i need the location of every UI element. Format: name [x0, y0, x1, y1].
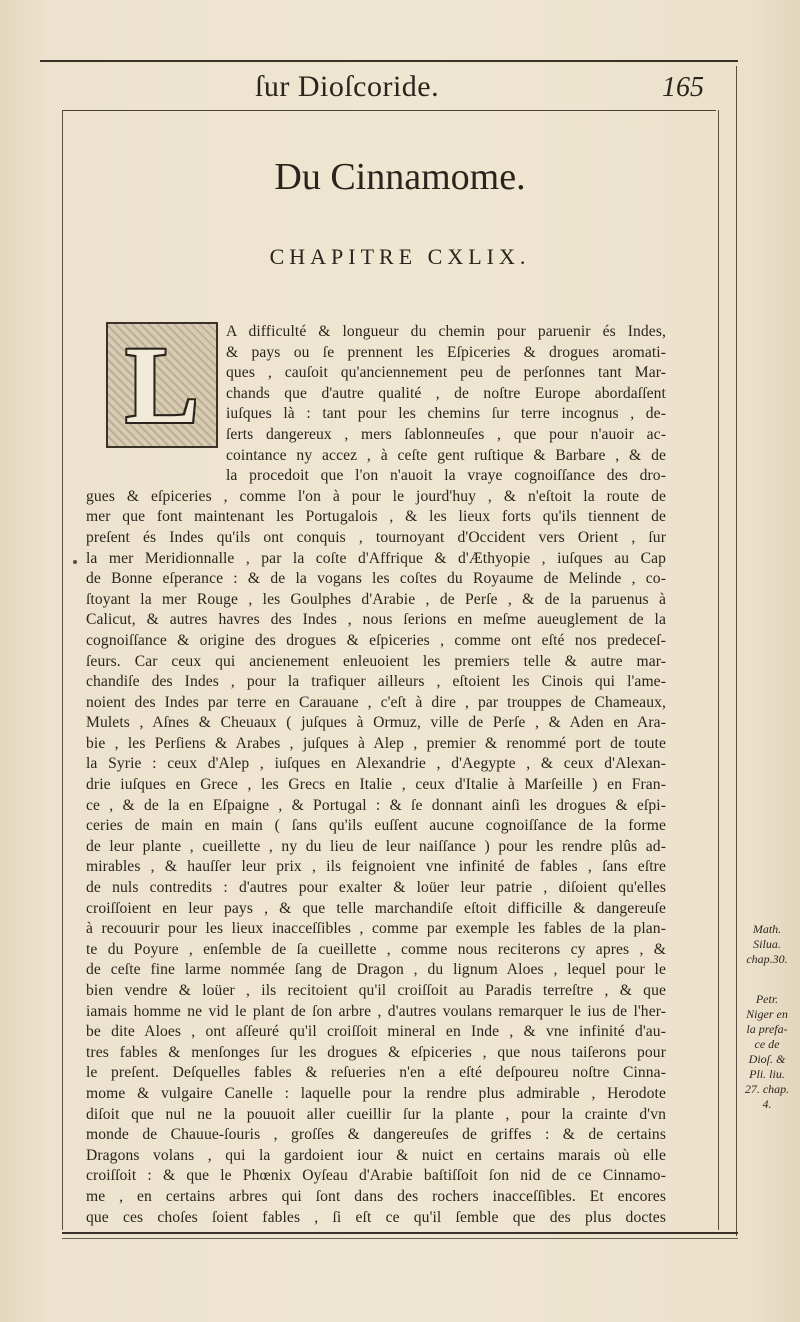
text-line: gues & eſpiceries , comme l'on à pour le jourd'huy , & n'eſtoit la route de	[86, 487, 666, 505]
margin-note-line: Silua.	[753, 937, 781, 951]
text-line: ſerts dangereux , mers ſablonneuſes , que pour n'auoir ac-	[226, 425, 666, 443]
text-line: chands que d'autre qualité , de noſtre Europe abordaſſent	[226, 384, 666, 402]
margin-note-line: Niger en	[746, 1007, 788, 1021]
text-line: preſent és Indes qu'ils ont conquis , tournoyant d'Occident vers Orient , ſur	[86, 528, 666, 546]
margin-note-line: la prefa-	[746, 1022, 788, 1036]
text-line: iamais homme ne vid le plant de ſon arbre , d'autres voulans remarquer le ius de l'her-	[86, 1002, 666, 1020]
margin-note-line: Pli. liu.	[749, 1067, 785, 1081]
margin-note-line: Math.	[752, 922, 782, 936]
text-line: A difficulté & longueur du chemin pour paruenir és Indes,	[226, 323, 666, 340]
text-line: mer que font maintenant les Portugalois , & les lieux forts qu'ils tiennent de	[86, 508, 666, 526]
margin-mark	[73, 560, 77, 564]
text-line: bie , les Perſiens & Arabes , juſques à Alep , premier & renommé port de toute	[86, 734, 666, 752]
text-line: ques , cauſoit qu'anciennement peu de perſonnes tant Mar-	[226, 364, 666, 382]
text-line: le preſent. Deſquelles fables & reſueries n'en a eſté deſpoureu noſtre Cinna-	[86, 1064, 666, 1082]
text-line: de nuls contredits : d'autres pour exalter & loüer leur patrie , diſoient qu'elles	[86, 879, 666, 897]
margin-note-line: 27. chap.	[744, 1082, 790, 1096]
text-line: la procedoit que l'on n'auoit la vraye cognoiſſance des dro-	[226, 467, 666, 485]
top-rule	[40, 60, 738, 62]
text-line: noient des Indes par terre en Carauane , c'eſt à dire , par trouppes de Chameaux,	[86, 693, 666, 711]
text-line: tres fables & menſonges ſur les drogues & eſpiceries , que nous taiſerons pour	[86, 1043, 666, 1061]
frame-left-rule	[62, 110, 63, 1230]
text-line: bien vendre & loüer , ils recitoient qu'il croiſſoit au Paradis terreſtre , & que	[86, 982, 666, 999]
text-line: chandiſe des Indes , pour la trafiquer ailleurs , eſtoient les Cinois qui l'ame-	[86, 673, 666, 691]
text-line: la Syrie : ceux d'Alep , iuſques en Alexandrie , d'Aegypte , & ceux d'Alexan-	[86, 755, 666, 773]
text-line: te du Poyure , enſemble de ſa cueillette , comme nous reciterons cy apres , &	[86, 940, 666, 958]
decorated-initial-letter: L	[125, 324, 199, 446]
text-line: ce , & de la en Eſpaigne , & Portugal : & ſe donnant ainſi les drogues & eſpi-	[86, 796, 666, 814]
margin-note-line: ce de	[754, 1037, 780, 1051]
head-underline	[62, 110, 716, 111]
text-line: croiſſoit : & que le Phœnix Oyſeau d'Arabie baſtiſſoit ſon nid de ce Cinnamo-	[86, 1167, 666, 1185]
text-line: cointance ny accez , à ceſte gent ruſtique & Barbare , & de	[226, 446, 666, 464]
section-title: Du Cinnamome.	[274, 156, 526, 198]
margin-note-line: chap.30.	[746, 952, 788, 966]
margin-note-math	[738, 922, 796, 967]
text-line: diſoit que nul ne la pouuoit aller cueillir ſur la plante , pour la crainte d'vn	[86, 1105, 666, 1123]
text-line: me , en certains arbres qui ſont dans des rochers inacceſſibles. Et encores	[86, 1187, 666, 1205]
margin-note-petr	[738, 992, 796, 1112]
text-line: la mer Meridionnalle , par la coſte d'Affrique & d'Æthyopie , iuſques au Cap	[86, 549, 666, 567]
chapter-heading: CHAPITRE CXLIX.	[269, 244, 531, 269]
text-line: Dragons volans , qui la gardoient iour & nuict en certains marais où elle	[86, 1146, 666, 1164]
running-head: ſur Dioſcoride.	[255, 70, 440, 103]
text-line: que ces choſes ſoient fables , ſi eſt ce qu'il ſemble que des plus doctes	[86, 1208, 666, 1226]
text-line: ceries de main en main ( ſans qu'ils euſſent aucune cognoiſſance de la forme	[86, 817, 666, 835]
text-line: ſeurs. Car ceux qui ancienement enleuoient les premiers telle & autre mar-	[86, 652, 666, 670]
bottom-rule-thin	[62, 1238, 738, 1239]
page-number: 165	[662, 72, 704, 103]
margin-note-line: Petr.	[755, 992, 779, 1006]
text-line: & pays ou ſe prennent les Eſpiceries & drogues aromati-	[226, 343, 666, 361]
text-line: iuſques là : tant pour les chemins ſur terre incognus , de-	[226, 405, 666, 423]
margin-note-line: Dioſ. &	[748, 1052, 786, 1066]
text-line: à recouurir pour les lieux inacceſſibles , comme par exemple les fables de la plan-	[86, 920, 666, 938]
body-text	[86, 322, 666, 1228]
text-line: de Bonne eſperance : & de la vogans les coſtes du Royaume de Melinde , co-	[86, 570, 666, 588]
text-line: croiſſoient en leur pays , & que telle marchandiſe eſtoit difficille & dangereuſe	[86, 899, 666, 917]
text-line: ſtoyant la mer Rouge , les Goulphes d'Arabie , de Perſe , & de la paruenus à	[86, 590, 666, 608]
text-line: Mulets , Aſnes & Cheuaux ( juſques à Ormuz, ville de Perſe , & Aden en Ara-	[86, 714, 666, 732]
frame-outer-right-rule	[736, 66, 737, 1236]
text-line: de ceſte fine larme nommée ſang de Dragon , du lignum Aloes , lequel pour le	[86, 961, 666, 979]
text-line: cognoiſſance & origine des drogues & eſpiceries , comme ont eſté nos predeceſ-	[86, 631, 666, 649]
text-line: de leur plante , cueillette , ny du lieu de leur naiſſance ) pour les rendre plûs ad-	[86, 837, 666, 855]
text-line: mirables , & hauſſer leur prix , ils feignoient vne infinité de fables , ſans eſtre	[86, 858, 666, 876]
frame-right-rule	[718, 110, 719, 1230]
text-line: be dite Aloes , ont aſſeuré qu'il croiſſoit mineral en Inde , & vne infinité d'au-	[86, 1023, 666, 1041]
text-line: mome & vulgaire Canelle : laquelle pour la rendre plus admirable , Herodote	[86, 1084, 666, 1102]
text-line: drie iuſques en Grece , les Grecs en Italie , ceux d'Italie à Marſeille ) en Fran-	[86, 776, 666, 794]
bottom-rule	[62, 1232, 738, 1234]
text-line: Calicut, & autres havres des Indes , nous ſerions en meſme aueuglement de la	[86, 611, 666, 629]
margin-note-line: 4.	[762, 1097, 772, 1111]
text-line: monde de Chauue-ſouris , groſſes & dangereuſes de griffes : & de certains	[86, 1126, 666, 1144]
